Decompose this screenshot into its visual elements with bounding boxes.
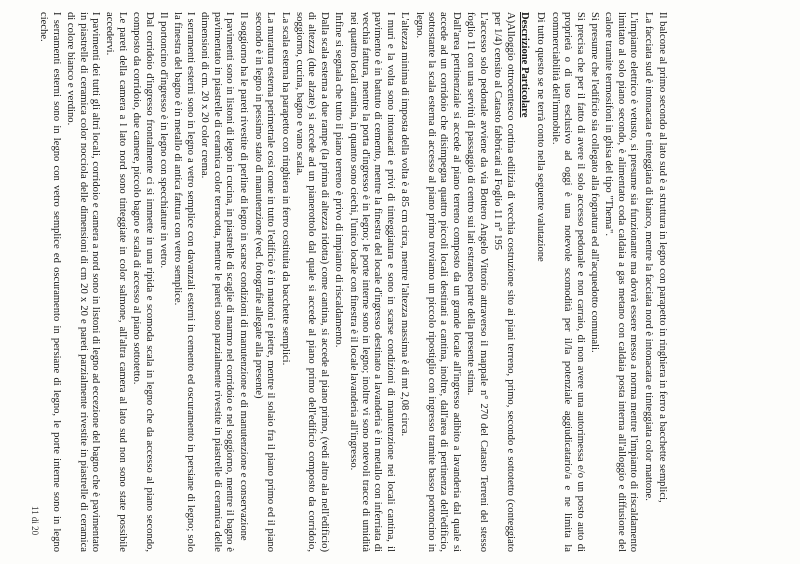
paragraph: I pavimenti dei tutti gli altri locali, corridoio e camera a nord sono in listoni di legno ad eccezione del bagno che è pavimentato in piastrelle di ceramica color nocciola delle dimensioni di cm 20 x 20 e pareti parzialmente rivestite in piastrelle di ceramica di colore bianco e verdino. bbox=[65, 12, 101, 552]
paragraph: Le pareti della camera a l lato nord sono tinteggiate in color salmone, all'altra camera al lato sud non sono state possibile accedervi. bbox=[104, 12, 128, 552]
document-body bbox=[0, 12, 668, 552]
paragraph: Dalla scala esterna a due rampe (la prima di altezza ridotta) come cantina, si accede al piano primo, (vedi altro ala nell'edificio) di altezza (due alzate) si accede ad un pianerottolo dal quale si accede al piano primo dell'edificio composto da corridoio, soggiorno, cucina, bagno e vano scala. bbox=[294, 12, 330, 552]
paragraph: Dall'area pertinenziale si accede al piano terreno composto da un grande locale all'ingresso adibito a lavanderia dal quale si accede ad un corridoio che disimpegna quattro piccoli locali destinati a cantina, inoltre, dall'area di pertinenza dell'edificio, sottostante la scala esterna di accesso al piano primo troviamo un piccolo ripostiglio con ingresso tramite basso portoncino in legno. bbox=[413, 12, 462, 552]
paragraph: I pavimenti sono in listoni di legno in cucina, in piastrelle di scaglie di marmo nel corridoio e nel soggiorno, mentre il bagno è pavimentato in piastrelle di ceramica color terracotta, mentre le pareti sono parzialmente rivestite in piastrelle di ceramica delle dimensioni di cm. 20 x 20 color crema. bbox=[199, 12, 235, 552]
paragraph: Dal corridoio d'ingresso frontalmente ci si immette in una ripida e scomoda scala in legno che da accesso al piano secondo, composto da corridoio, due camere, piccolo bagno e scala di accesso al piano sottotetto. bbox=[131, 12, 155, 552]
paragraph: L'accesso solo pedonale avviene da via Bottero Angelo Vittorio attraverso il mappale n° 270 del Catasto Terreni del stesso foglio 11 con una servitù di passaggio di centro sui lati estraneo parte della presente stima. bbox=[465, 12, 489, 552]
section-heading: Descrizione Particolare bbox=[518, 12, 530, 118]
paragraph: Infine si segnala che tutto il piano terreno è privo di impianto di riscaldamento. bbox=[333, 12, 345, 348]
paragraph: Il balcone al primo secondo al lato sud è a struttura in legno con parapetto in ringhiera in ferro a bacchette semplici, bbox=[657, 12, 668, 503]
paragraph: Il soggiorno ha le pareti rivestite di perline di legno in scarse condizioni di manutenzione e di manutenzione e conservazione bbox=[238, 12, 250, 541]
paragraph: L'impianto elettrico è vetusto, si presume sia funzionante ma dovrà essere messo a norma mentre l'impianto di riscaldamento limitato al solo piano secondo, è alimentato coda caldaia a gas metano con caldaia posta interna all'alloggio e diffusione del calore tramite termosifoni in ghisa del tipo "Thema". bbox=[603, 12, 640, 552]
paragraph: La facciata sud è intonacata e tinteggiata di bianco, mentre la facciata nord è intonacata e tinteggiata color mattone. bbox=[642, 12, 654, 501]
paragraph: La muratura esterna perimetrale così come in tutto l'edificio è in mattoni e pietre, mentre il solaio fra il piano primo ed il piano secondo è in legno in pessimo stato di manutenzione (ved. fotografie allegate alla presente) bbox=[252, 12, 277, 552]
paragraph: Si presume che l'edificio sia collegato alla fognatura ed all'acquedotto comunali. bbox=[588, 12, 600, 353]
paragraph: Si precisa che per il fatto di avere il solo accesso pedonale e non carraio, di non avere una autorimessa e/o un posto auto di proprietà o di uso esclusivo ad oggi è una notevole scomodità per il/la potenziale aggiudicatario/a e ne limita la commerciabilità dell'immobile. bbox=[549, 12, 586, 552]
paragraph: I serramenti esterni sono in legno con vetro semplice ed oscuramento in persiane di legno, le porte interne sono in legno cieche. bbox=[38, 12, 62, 552]
paragraph: Il portoncino d'ingresso è in legno con specchiature in vetro. bbox=[157, 12, 169, 269]
page-number: 11 di 20 bbox=[30, 506, 40, 536]
paragraph: Di tutto questo se ne terrà conto nella seguente valutazione bbox=[535, 12, 547, 262]
paragraph: A)Alloggio ottrocentesco cortina edilizia di vecchia costruzione sito ai piani terreno, primo, secondo e sottotetto (conteggiato per 1/4) censito al Catasto fabbricati al Foglio 11 n° 195 bbox=[492, 12, 516, 552]
paragraph: La scala esterna ha parapetto con ringhiera in ferro costituita da bacchette semplici. bbox=[279, 12, 291, 366]
paragraph: I muri e la volta sono intonacati e privi di tinteggiatura e sono in scarse condizioni di manutenzione nei locali cantina, il pavimento è in battuto di cemento, mentre la finestra del locale d'ingresso destinato a lavanderia è in metallo con inferriata di vecchia fattura, mentre la porta d'ingresso è in legno; le porte interne sono in legno; inoltre vi sono notevoli tracce di umidità nei quattro locali cantina, in quanto sono ciechi, l'unico locale con finestra è il locale lavanderia all'ingresso. bbox=[347, 12, 396, 552]
paragraph: I serramenti esterni sono in legno a vetro semplice con davanzali esterni in cemento ed oscuramento in persiane di legno; solo la finestra del bagno è in metallo di antica fattura con vetro semplice. bbox=[172, 12, 196, 552]
paragraph: L'altezza minima di imposta della volta è a 85 cm circa, mentre l'altezza massima è di mt 2,08 circa. bbox=[399, 12, 411, 437]
